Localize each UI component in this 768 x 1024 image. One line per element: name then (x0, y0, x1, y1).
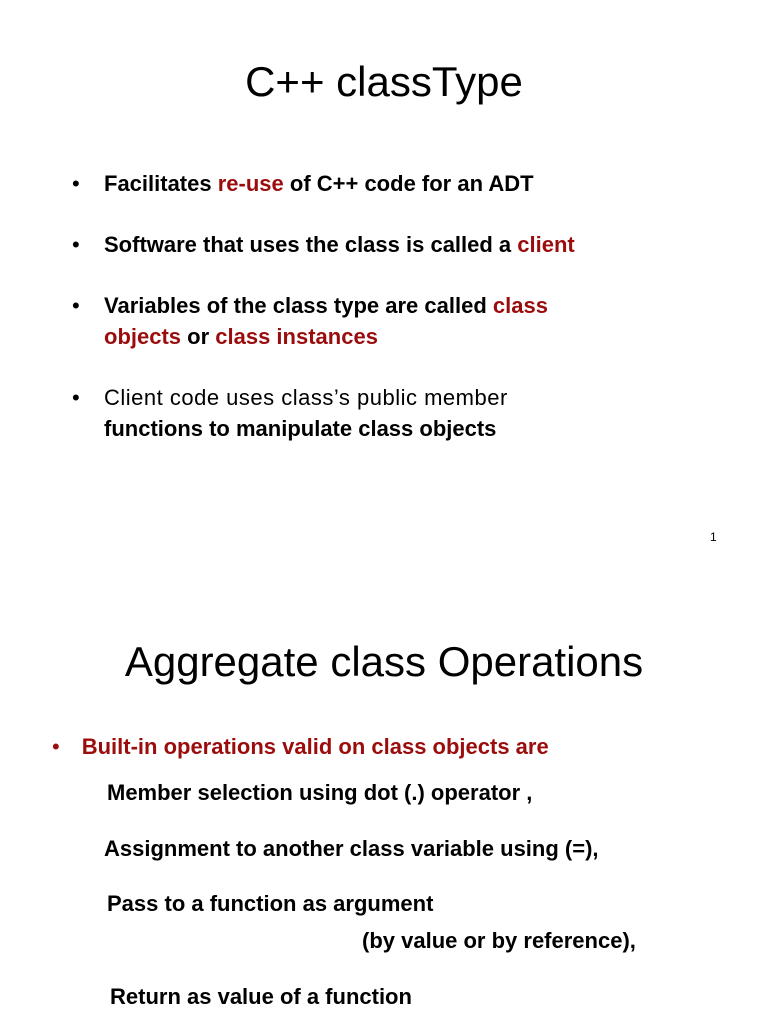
operation-pass-argument: Pass to a function as argument (107, 891, 434, 916)
bullet-line (104, 290, 712, 321)
slide-1-title: C++ classType (245, 58, 523, 105)
bullet-text-segment: Client code uses class’s public member (104, 385, 508, 410)
bullet-text-segment: client (517, 232, 575, 257)
bullet-item (72, 229, 712, 260)
slide-2-title: Aggregate class Operations (124, 638, 644, 685)
slide-2 (0, 512, 768, 1024)
bullet-text-segment: functions to manipulate class objects (104, 416, 497, 441)
bullet-text-segment: re-use (217, 171, 284, 196)
bullet-item (72, 290, 712, 352)
slide-1-bullet-list (72, 168, 712, 474)
bullet-text-segment: class instances (215, 324, 378, 349)
bullet-line (104, 229, 712, 260)
bullet-line (104, 168, 712, 199)
bullet-text-segment: objects (104, 324, 182, 349)
bullet-dot-icon: • (72, 293, 80, 318)
operation-return-value: Return as value of a function (110, 984, 412, 1009)
bullet-line (104, 321, 712, 352)
bullet-text-segment: Software that uses the class is called a (104, 232, 518, 257)
bullet-line (104, 413, 712, 444)
slide-2-bullet-text: Built-in operations valid on class objects are (81, 734, 549, 759)
bullet-item (72, 168, 712, 199)
page-number: 1 (710, 530, 717, 544)
bullet-text-segment: of C++ code for an ADT (283, 171, 534, 196)
bullet-dot-icon: • (72, 385, 80, 410)
bullet-dot-icon: • (72, 171, 80, 196)
bullet-item (72, 382, 712, 444)
operation-member-selection: Member selection using dot (.) operator , (107, 780, 533, 805)
bullet-text-segment: Facilitates (104, 171, 218, 196)
bullet-dot-icon: • (72, 232, 80, 257)
operation-pass-argument-note: (by value or by reference), (362, 928, 636, 953)
bullet-text-segment: or (181, 324, 216, 349)
bullet-text-segment: class (492, 293, 548, 318)
bullet-text-segment: Variables of the class type are called (104, 293, 493, 318)
bullet-dot-icon: • (52, 734, 60, 759)
slide-2-bullet (52, 734, 549, 760)
operation-assignment: Assignment to another class variable using (=), (104, 836, 599, 861)
bullet-line (104, 382, 712, 413)
